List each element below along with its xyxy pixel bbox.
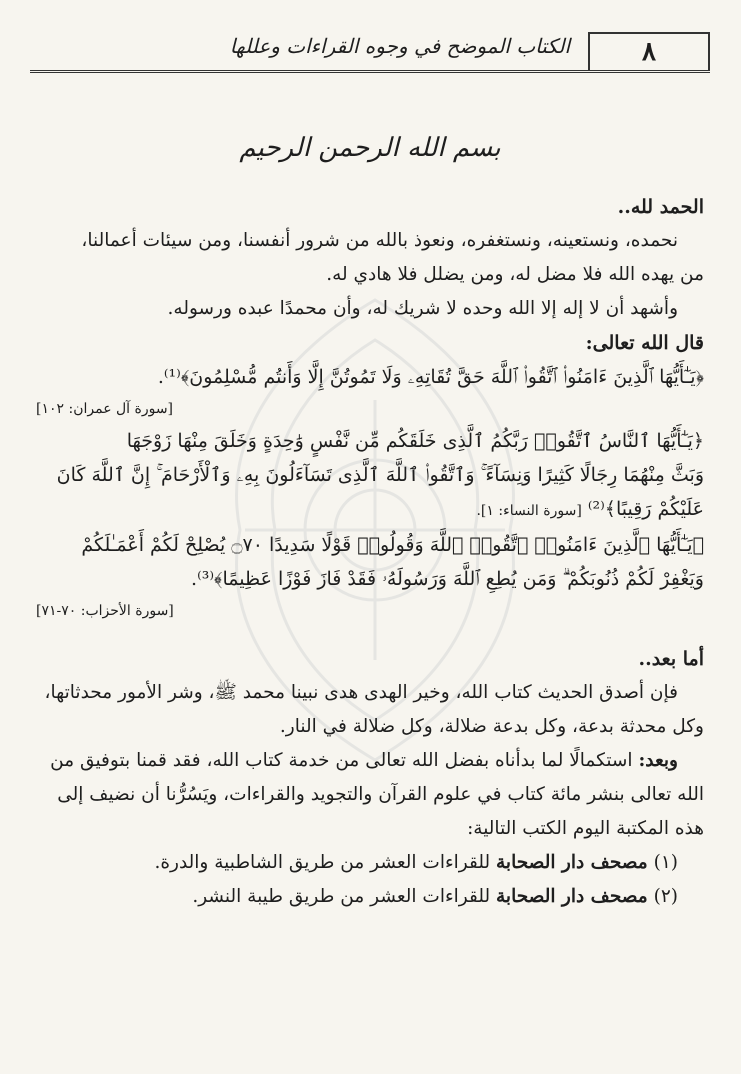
list-item-number: (٢): [653, 886, 678, 907]
ayah-2-line-2: وَبَثَّ مِنْهُمَا رِجَالًا كَثِيرًا وَنِسَآءً ۚ وَٱتَّقُوا۟ ٱللَّهَ ٱلَّذِى تَسَآءَلُونَ بِهِۦ وَٱلْأَرْحَامَ ۚ إِنَّ ٱللَّهَ كَانَ: [56, 464, 704, 486]
basmala: بسم الله الرحمن الرحيم: [239, 133, 501, 163]
list-item-title: مصحف دار الصحابة: [496, 886, 648, 907]
page-header: [30, 28, 710, 73]
list-item-text: للقراءات العشر من طريق الشاطبية والدرة.: [154, 852, 497, 873]
ayah-1: ﴿يَـٰٓأَيُّهَا ٱلَّذِينَ ءَامَنُوا۟ ٱتَّقُوا۟ ٱللَّهَ حَقَّ تُقَاتِهِۦ وَلَا تَمُوتُنَّ إِلَّا وَأَنتُم مُّسْلِمُونَ﴾⁽¹⁾.: [157, 366, 704, 388]
list-item-number: (١): [653, 852, 678, 873]
hamd-heading: الحمد لله..: [617, 196, 704, 218]
hadith-line-1: فإن أصدق الحديث كتاب الله، وخير الهدى هدى نبينا محمد ﷺ، وشر الأمور محدثاتها،: [44, 682, 678, 703]
list-item: [36, 880, 704, 914]
ayah-2-line-1: ﴿يَـٰٓأَيُّهَا ٱلنَّاسُ ٱتَّقُوا۟ رَبَّكُمُ ٱلَّذِى خَلَقَكُم مِّن نَّفْسٍ وَٰحِدَةٍ وَخَلَقَ مِنْهَا زَوْجَهَا: [126, 430, 704, 452]
ayah-1-reference: [سورة آل عمران: ١٠٢]: [36, 401, 174, 417]
wabaad-lead: وبعد:: [638, 750, 678, 771]
opening-line-3: وأشهد أن لا إله إلا الله وحده لا شريك له، وأن محمدًا عبده ورسوله.: [167, 298, 678, 319]
ayah-3-reference: [سورة الأحزاب: ٧٠-٧١]: [36, 603, 174, 619]
list-item-title: مصحف دار الصحابة: [496, 852, 648, 873]
page-body: [36, 120, 704, 914]
wabaad-text-1: استكمالًا لما بدأناه بفضل الله تعالى من خدمة كتاب الله، فقد قمنا بتوفيق من: [50, 750, 639, 771]
page-number: ٨: [588, 32, 710, 70]
hadith-line-2: وكل محدثة بدعة، وكل بدعة ضلالة، وكل ضلالة في النار.: [279, 716, 704, 737]
book-title: الكتاب الموضح في وجوه القراءات وعللها: [229, 34, 570, 58]
wabaad-line-2: الله تعالى بنشر مائة كتاب في علوم القرآن والتجويد والقراءات، ويَسُرُّنا أن نضيف إلى: [57, 784, 704, 805]
opening-line-1: نحمده، ونستعينه، ونستغفره، ونعوذ بالله من شرور أنفسنا، ومن سيئات أعمالنا،: [81, 230, 678, 251]
ayah-2-end: عَلَيْكُمْ رَقِيبًا﴾⁽²⁾: [587, 498, 704, 520]
wabaad-line-3: هذه المكتبة اليوم الكتب التالية:: [467, 818, 704, 839]
list-item-text: للقراءات العشر من طريق طيبة النشر.: [192, 886, 497, 907]
ayah-3-line-2: وَيَغْفِرْ لَكُمْ ذُنُوبَكُمْ ۗ وَمَن يُطِعِ ٱللَّهَ وَرَسُولَهُۥ فَقَدْ فَازَ فَوْزًا عَظِيمًا﴾⁽³⁾.: [191, 568, 704, 590]
amma-baad-heading: أما بعد..: [638, 648, 704, 670]
opening-line-2: من يهده الله فلا مضل له، ومن يضلل فلا هادي له.: [326, 264, 704, 285]
ayah-2-line-3: [36, 492, 704, 528]
qala-heading: قال الله تعالى:: [585, 332, 704, 354]
ayah-3-line-1: ﴿يَـٰٓأَيُّهَا ٱلَّذِينَ ءَامَنُوا۟ ٱتَّقُوا۟ ٱللَّهَ وَقُولُوا۟ قَوْلًا سَدِيدًا ۝٧٠ يُصْلِحْ لَكُمْ أَعْمَـٰلَكُمْ: [81, 534, 704, 556]
list-item: [36, 846, 704, 880]
wabaad-line-1: [36, 744, 704, 778]
ayah-2-reference: [سورة النساء: ١].: [476, 503, 582, 519]
